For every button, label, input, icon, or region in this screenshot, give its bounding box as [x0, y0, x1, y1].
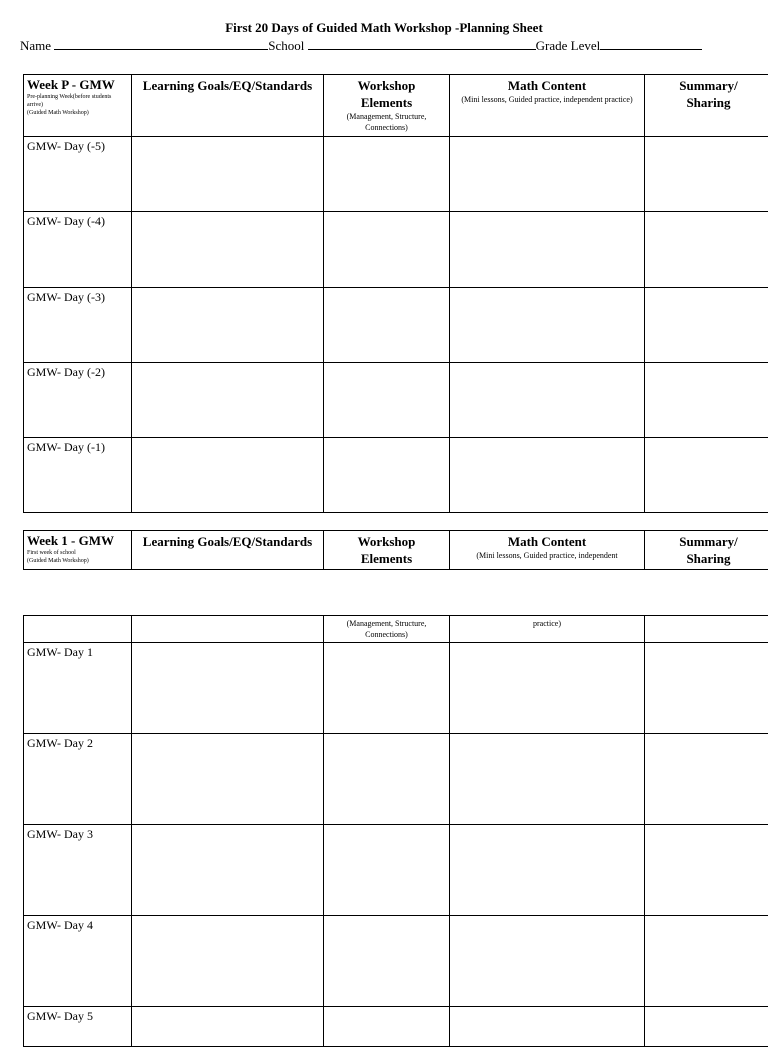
learning-goals-cell[interactable]	[132, 438, 324, 513]
grade-level-field[interactable]	[600, 38, 702, 50]
school-field[interactable]	[308, 38, 536, 50]
workshop-elements-cell[interactable]	[324, 438, 450, 513]
learning-goals-cell[interactable]	[132, 643, 324, 734]
table-row	[24, 438, 768, 513]
learning-goals-cell[interactable]	[132, 734, 324, 825]
math-content-cell[interactable]	[450, 916, 645, 1007]
week-1-header-table	[23, 530, 768, 570]
summary-sharing-header: Summary/ Sharing	[645, 75, 768, 137]
week-1-header-cell	[24, 531, 132, 570]
learning-goals-cell[interactable]	[132, 212, 324, 288]
table-row	[24, 363, 768, 438]
workshop-elements-cell[interactable]	[324, 825, 450, 916]
math-content-cell[interactable]	[450, 288, 645, 363]
learning-goals-header: Learning Goals/EQ/Standards	[132, 531, 324, 570]
day-label: GMW- Day 2	[24, 734, 132, 825]
table-row	[24, 643, 768, 734]
week-1-table	[23, 615, 768, 1047]
summary-sharing-cell[interactable]	[645, 363, 768, 438]
math-content-subheader: practice)	[450, 616, 645, 643]
table-row	[24, 1007, 768, 1047]
day-label: GMW- Day (-3)	[24, 288, 132, 363]
name-label: Name	[20, 38, 51, 53]
week-p-subtitle: Pre-planning Week(before students arrive)	[27, 93, 128, 109]
math-content-cell[interactable]	[450, 1007, 645, 1047]
week-p-title: Week P - GMW	[27, 77, 128, 93]
workshop-elements-cell[interactable]	[324, 734, 450, 825]
empty-cell	[645, 616, 768, 643]
day-label: GMW- Day (-5)	[24, 137, 132, 212]
math-content-cell[interactable]	[450, 734, 645, 825]
summary-sharing-cell[interactable]	[645, 825, 768, 916]
workshop-elements-cell[interactable]	[324, 643, 450, 734]
learning-goals-cell[interactable]	[132, 916, 324, 1007]
table-row	[24, 734, 768, 825]
week-p-subtitle-2: (Guided Math Workshop)	[27, 109, 128, 117]
week-p-header-cell	[24, 75, 132, 137]
day-label: GMW- Day 3	[24, 825, 132, 916]
day-label: GMW- Day 1	[24, 643, 132, 734]
workshop-elements-header: Workshop Elements	[324, 531, 450, 570]
table-row	[24, 137, 768, 212]
name-field[interactable]	[54, 38, 268, 50]
week-1-title: Week 1 - GMW	[27, 533, 128, 549]
summary-sharing-cell[interactable]	[645, 1007, 768, 1047]
workshop-elements-cell[interactable]	[324, 1007, 450, 1047]
summary-sharing-header: Summary/ Sharing	[645, 531, 768, 570]
grade-level-label: Grade Level	[536, 38, 601, 53]
math-content-header: Math Content (Mini lessons, Guided practice, independent practice)	[450, 75, 645, 137]
table-row	[24, 825, 768, 916]
week-1-subtitle: First week of school	[27, 549, 128, 557]
workshop-elements-cell[interactable]	[324, 212, 450, 288]
summary-sharing-cell[interactable]	[645, 137, 768, 212]
page-title: First 20 Days of Guided Math Workshop -Planning Sheet	[0, 20, 768, 36]
math-content-cell[interactable]	[450, 643, 645, 734]
table-row	[24, 916, 768, 1007]
workshop-elements-cell[interactable]	[324, 288, 450, 363]
day-label: GMW- Day (-2)	[24, 363, 132, 438]
learning-goals-cell[interactable]	[132, 363, 324, 438]
day-label: GMW- Day 5	[24, 1007, 132, 1047]
math-content-cell[interactable]	[450, 363, 645, 438]
learning-goals-cell[interactable]	[132, 288, 324, 363]
day-label: GMW- Day (-4)	[24, 212, 132, 288]
week-1-subheader-row	[24, 616, 768, 643]
week-p-table	[23, 74, 768, 513]
workshop-elements-cell[interactable]	[324, 363, 450, 438]
workshop-elements-cell[interactable]	[324, 916, 450, 1007]
table-row	[24, 288, 768, 363]
summary-sharing-cell[interactable]	[645, 643, 768, 734]
school-label: School	[268, 38, 304, 53]
learning-goals-header: Learning Goals/EQ/Standards	[132, 75, 324, 137]
math-content-cell[interactable]	[450, 137, 645, 212]
summary-sharing-cell[interactable]	[645, 288, 768, 363]
week-1-header-row	[24, 531, 768, 570]
learning-goals-cell[interactable]	[132, 137, 324, 212]
math-content-cell[interactable]	[450, 825, 645, 916]
math-content-cell[interactable]	[450, 438, 645, 513]
summary-sharing-cell[interactable]	[645, 916, 768, 1007]
math-content-header: Math Content (Mini lessons, Guided practice, independent	[450, 531, 645, 570]
math-content-cell[interactable]	[450, 212, 645, 288]
summary-sharing-cell[interactable]	[645, 438, 768, 513]
day-label: GMW- Day 4	[24, 916, 132, 1007]
day-label: GMW- Day (-1)	[24, 438, 132, 513]
workshop-elements-header: Workshop Elements (Management, Structure, Connections)	[324, 75, 450, 137]
summary-sharing-cell[interactable]	[645, 212, 768, 288]
week-1-subtitle-2: (Guided Math Workshop)	[27, 557, 128, 565]
table-row	[24, 212, 768, 288]
empty-cell	[132, 616, 324, 643]
empty-cell	[24, 616, 132, 643]
learning-goals-cell[interactable]	[132, 1007, 324, 1047]
week-p-header-row	[24, 75, 768, 137]
learning-goals-cell[interactable]	[132, 825, 324, 916]
summary-sharing-cell[interactable]	[645, 734, 768, 825]
workshop-elements-subheader: (Management, Structure, Connections)	[324, 616, 450, 643]
info-line	[20, 38, 702, 54]
workshop-elements-cell[interactable]	[324, 137, 450, 212]
